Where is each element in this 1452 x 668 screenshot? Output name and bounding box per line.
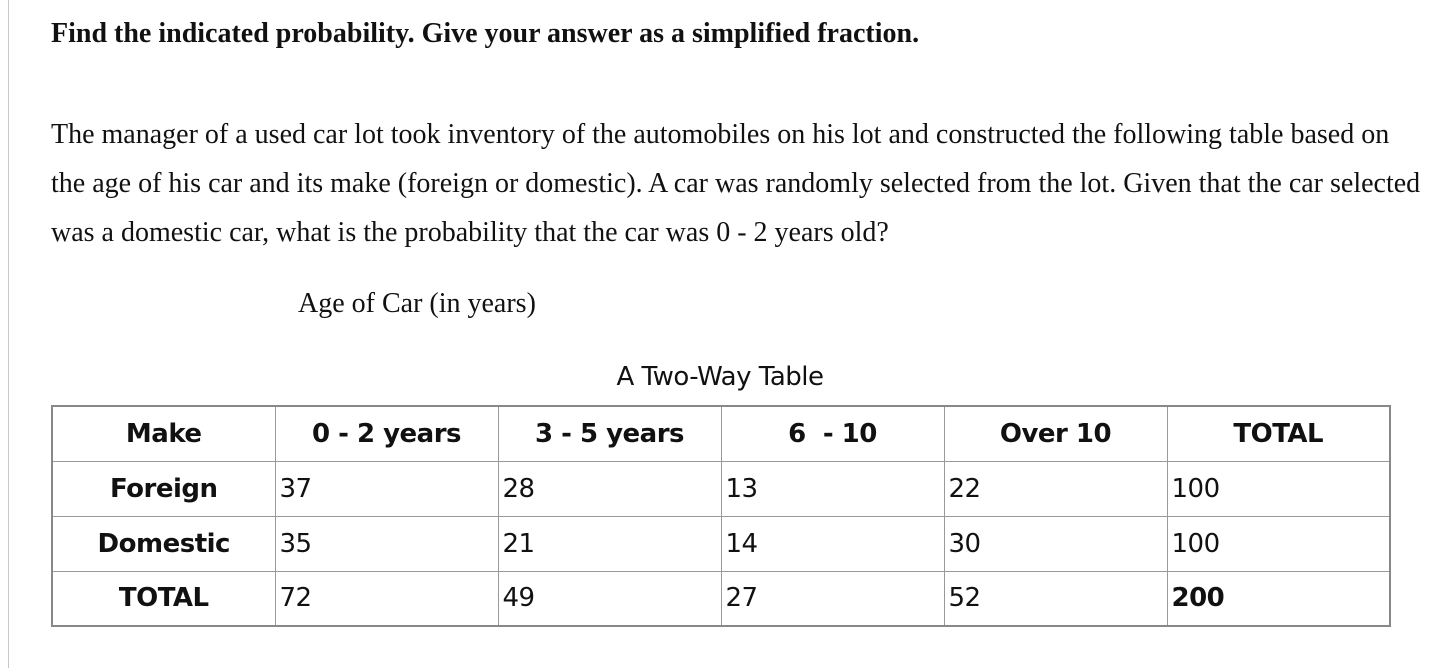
header-0-2-years: 0 - 2 years (275, 406, 498, 461)
grand-total-cell: 200 (1167, 571, 1390, 626)
table-cell: 27 (721, 571, 944, 626)
table-row-total (52, 571, 1390, 626)
problem-text: The manager of a used car lot took inventory of the automobiles on his lot and constructed the following table based on the age of his car and its make (foreign or domestic). A car was randomly selected from the lot. Given that the car selected was a domestic car, what is the probability that the car was 0 - 2 years old? (51, 119, 1421, 248)
row-label-foreign: Foreign (52, 461, 275, 516)
age-caption: Age of Car (in years) (298, 288, 536, 319)
header-over-10: Over 10 (944, 406, 1167, 461)
table-cell: 22 (944, 461, 1167, 516)
instruction-text: Find the indicated probability. Give your answer as a simplified fraction. (51, 18, 920, 49)
table-caption: A Two-Way Table (616, 362, 824, 392)
table-cell: 72 (275, 571, 498, 626)
header-make: Make (52, 406, 275, 461)
row-label-domestic: Domestic (52, 516, 275, 571)
two-way-table (51, 405, 1391, 627)
table-cell: 52 (944, 571, 1167, 626)
table-cell: 13 (721, 461, 944, 516)
table-cell: 100 (1167, 461, 1390, 516)
header-total: TOTAL (1167, 406, 1390, 461)
table-cell: 21 (498, 516, 721, 571)
header-3-5-years: 3 - 5 years (498, 406, 721, 461)
table-cell: 49 (498, 571, 721, 626)
table-header-row (52, 406, 1390, 461)
page-left-border (8, 0, 9, 668)
row-label-total: TOTAL (52, 571, 275, 626)
table-cell: 37 (275, 461, 498, 516)
table-cell: 14 (721, 516, 944, 571)
table-cell: 30 (944, 516, 1167, 571)
table-cell: 35 (275, 516, 498, 571)
table-row-foreign (52, 461, 1390, 516)
table-cell: 100 (1167, 516, 1390, 571)
table-cell: 28 (498, 461, 721, 516)
table-row-domestic (52, 516, 1390, 571)
header-6-10: 6 - 10 (721, 406, 944, 461)
